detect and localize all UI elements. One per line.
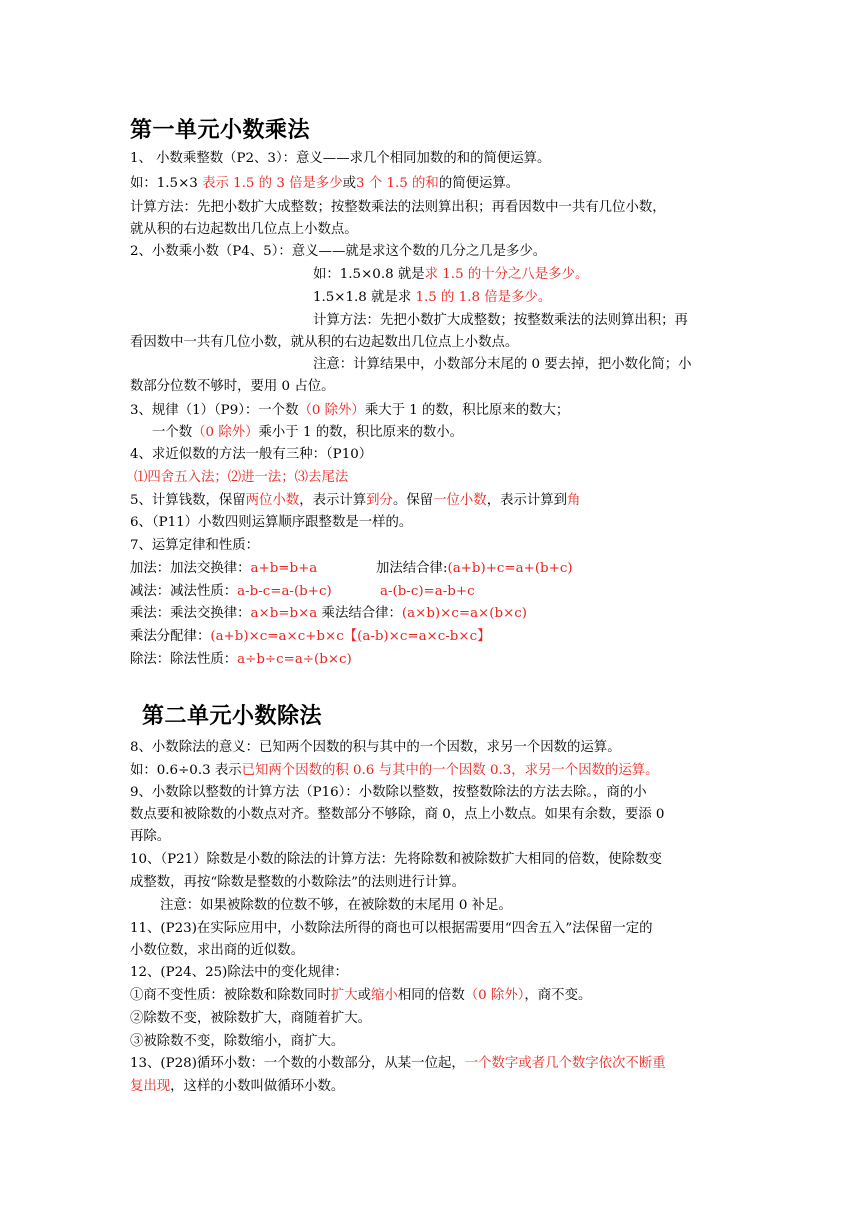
line-text: 11、(P23)在实际应用中，小数除法所得的商也可以根据需要用“四舍五入”法保留一定的 [130, 921, 653, 936]
text-line [130, 942, 304, 960]
highlight-text: （0 除外） [298, 403, 365, 418]
highlight-text: 扩大 [330, 988, 358, 1003]
line-text: ，这样的小数叫做循环小数。 [170, 1079, 345, 1094]
highlight-text: 3 个 1.5 的和 [356, 176, 439, 191]
highlight-text: 求 1.5 的十分之八是多少。 [424, 267, 589, 282]
text-line [313, 266, 588, 284]
line-text: 如：1.5×3 [130, 176, 203, 191]
line-text: 数点要和被除数的小数点对齐。整数部分不够除，商 0，点上小数点。如果有余数，要添 0 [130, 807, 665, 822]
highlight-text: 角 [567, 493, 581, 508]
highlight-text: 复出现 [130, 1079, 171, 1094]
line-text: 相同的倍数 [397, 988, 465, 1003]
line-text: 再除。 [130, 829, 171, 844]
line-text: 加法结合律: [376, 561, 448, 576]
text-line [130, 514, 412, 532]
line-text: 一个数 [152, 425, 193, 440]
text-line [130, 784, 647, 802]
highlight-text: (a+b)×c=a×c+b×c【(a-b)×c=a×c-b×c】 [210, 629, 491, 644]
text-line [130, 628, 491, 646]
line-text: 乘小于 1 的数，积比原来的数小。 [258, 425, 464, 440]
highlight-text: 两位小数 [245, 493, 300, 508]
text-line [376, 560, 573, 578]
highlight-text: 表示 1.5 的 3 倍是多少 [202, 176, 343, 191]
text-line [130, 560, 317, 578]
line-text: 如：1.5×0.8 就是 [313, 267, 425, 282]
text-line [130, 175, 519, 193]
line-text: 8、小数除法的意义：已知两个因数的积与其中的一个因数，求另一个因数的运算。 [130, 740, 621, 755]
line-text: ③被除数不变，除数缩小，商扩大。 [130, 1034, 345, 1049]
unit1-heading: 第一单元小数乘法 [130, 118, 311, 143]
line-text: 注意：如果被除数的位数不够，在被除数的末尾用 0 补足。 [160, 898, 512, 913]
text-line [130, 651, 352, 669]
text-line [130, 874, 465, 892]
text-line [130, 492, 580, 510]
text-line [134, 469, 348, 487]
text-line [160, 897, 512, 915]
text-line [380, 583, 475, 601]
line-text: 成整数，再按“除数是整数的小数除法”的法则进行计算。 [130, 875, 466, 890]
line-text: 12、(P24、25)除法中的变化规律： [130, 965, 348, 980]
line-text: 1、 小数乘整数（P2、3）：意义——求几个相同加数的和的简便运算。 [130, 151, 551, 166]
text-line [130, 537, 259, 555]
line-text: 数部分位数不够时，要用 0 占位。 [130, 379, 335, 394]
text-line [130, 378, 335, 396]
line-text: 2、小数乘小数（P4、5）：意义——就是求这个数的几分之几是多少。 [130, 244, 547, 259]
line-text: ，表示计算到 [486, 493, 568, 508]
line-text: 。保留 [392, 493, 434, 508]
text-line [130, 243, 546, 261]
line-text: 乘法分配律： [130, 629, 211, 644]
line-text: 小数位数，求出商的近似数。 [130, 943, 305, 958]
line-text: ，商不变。 [524, 988, 592, 1003]
text-line [130, 221, 358, 239]
text-line [130, 199, 666, 217]
text-line [130, 150, 550, 168]
highlight-text: 到分 [366, 493, 393, 508]
text-line [130, 828, 170, 846]
line-text: 4、求近似数的方法一般有三种：（P10） [130, 447, 373, 462]
highlight-text: a+b=b+a [250, 561, 318, 576]
line-text: 7、运算定律和性质： [130, 538, 260, 553]
text-line [130, 1010, 371, 1028]
highlight-text: a-(b-c)=a-b+c [380, 584, 475, 599]
text-line [152, 424, 463, 442]
highlight-text: 一个数字或者几个数字依次不断重 [464, 1056, 666, 1071]
line-text: 就从积的右边起数出几位点上小数点。 [130, 222, 358, 237]
text-line [130, 334, 518, 352]
text-line [130, 762, 659, 780]
highlight-text: (a+b)+c=a+(b+c) [447, 561, 573, 576]
line-text: 或 [357, 988, 372, 1003]
text-line [313, 356, 692, 374]
text-line [313, 289, 551, 307]
text-line [130, 987, 591, 1005]
text-line [130, 605, 527, 623]
highlight-text: a÷b÷c=a÷(b×c) [237, 652, 352, 667]
text-line [130, 851, 662, 869]
line-text: 或 [342, 176, 357, 191]
line-text: 注意：计算结果中，小数部分末尾的 0 要去掉，把小数化简；小 [313, 357, 692, 372]
text-line [130, 583, 332, 601]
highlight-text: ⑴四舍五入法；⑵进一法；⑶去尾法 [134, 470, 349, 485]
highlight-text: （0 除外） [464, 988, 525, 1003]
line-text: 的简便运算。 [438, 176, 520, 191]
line-text: 13、(P28)循环小数：一个数的小数部分，从某一位起， [130, 1056, 465, 1071]
line-text: ②除数不变，被除数扩大，商随着扩大。 [130, 1011, 372, 1026]
text-line [130, 806, 664, 824]
line-text: 3、规律（1）（P9）：一个数 [130, 403, 299, 418]
highlight-text: 已知两个因数的积 0.6 与其中的一个因数 0.3，求另一个因数的运算。 [241, 763, 659, 778]
line-text: 计算方法：先把小数扩大成整数；按整数乘法的法则算出积；再 [313, 313, 688, 328]
line-text: 看因数中一共有几位小数，就从积的右边起数出几位点上小数点。 [130, 335, 519, 350]
line-text: ，表示计算 [299, 493, 367, 508]
line-text: 加法：加法交换律： [130, 561, 251, 576]
line-text: 乘法结合律： [317, 606, 402, 621]
highlight-text: （0 除外） [192, 425, 259, 440]
line-text: 乘大于 1 的数，积比原来的数大； [364, 403, 570, 418]
highlight-text: 一位小数 [433, 493, 487, 508]
line-text: 如：0.6÷0.3 表示 [130, 763, 242, 778]
line-text: 10、（P21）除数是小数的除法的计算方法：先将除数和被除数扩大相同的倍数，使除数变 [130, 852, 662, 867]
unit2-heading: 第二单元小数除法 [142, 704, 323, 729]
line-text: 计算方法：先把小数扩大成整数；按整数乘法的法则算出积；再看因数中一共有几位小数， [130, 200, 666, 215]
line-text: 9、小数除以整数的计算方法（P16）：小数除以整数，按整数除法的方法去除。，商的小 [130, 785, 647, 800]
text-line [130, 1033, 344, 1051]
text-line [130, 739, 621, 757]
text-line [130, 920, 653, 938]
text-line [130, 964, 348, 982]
text-line [130, 1055, 666, 1073]
line-text: 1.5×1.8 就是求 [313, 290, 416, 305]
highlight-text: (a×b)×c=a×(b×c) [401, 606, 528, 621]
line-text: 除法：除法性质： [130, 652, 238, 667]
line-text: 减法：减法性质： [130, 584, 238, 599]
text-line [313, 312, 688, 330]
line-text: 5、计算钱数，保留 [130, 493, 246, 508]
highlight-text: 1.5 的 1.8 倍是多少。 [415, 290, 552, 305]
highlight-text: a×b=b×a [250, 606, 318, 621]
highlight-text: a-b-c=a-(b+c) [237, 584, 332, 599]
line-text: 6、（P11）小数四则运算顺序跟整数是一样的。 [130, 515, 413, 530]
text-line [130, 1078, 344, 1096]
line-text: 乘法：乘法交换律： [130, 606, 251, 621]
highlight-text: 缩小 [371, 988, 398, 1003]
text-line [130, 446, 372, 464]
line-text: ①商不变性质：被除数和除数同时 [130, 988, 331, 1003]
text-line [130, 402, 569, 420]
